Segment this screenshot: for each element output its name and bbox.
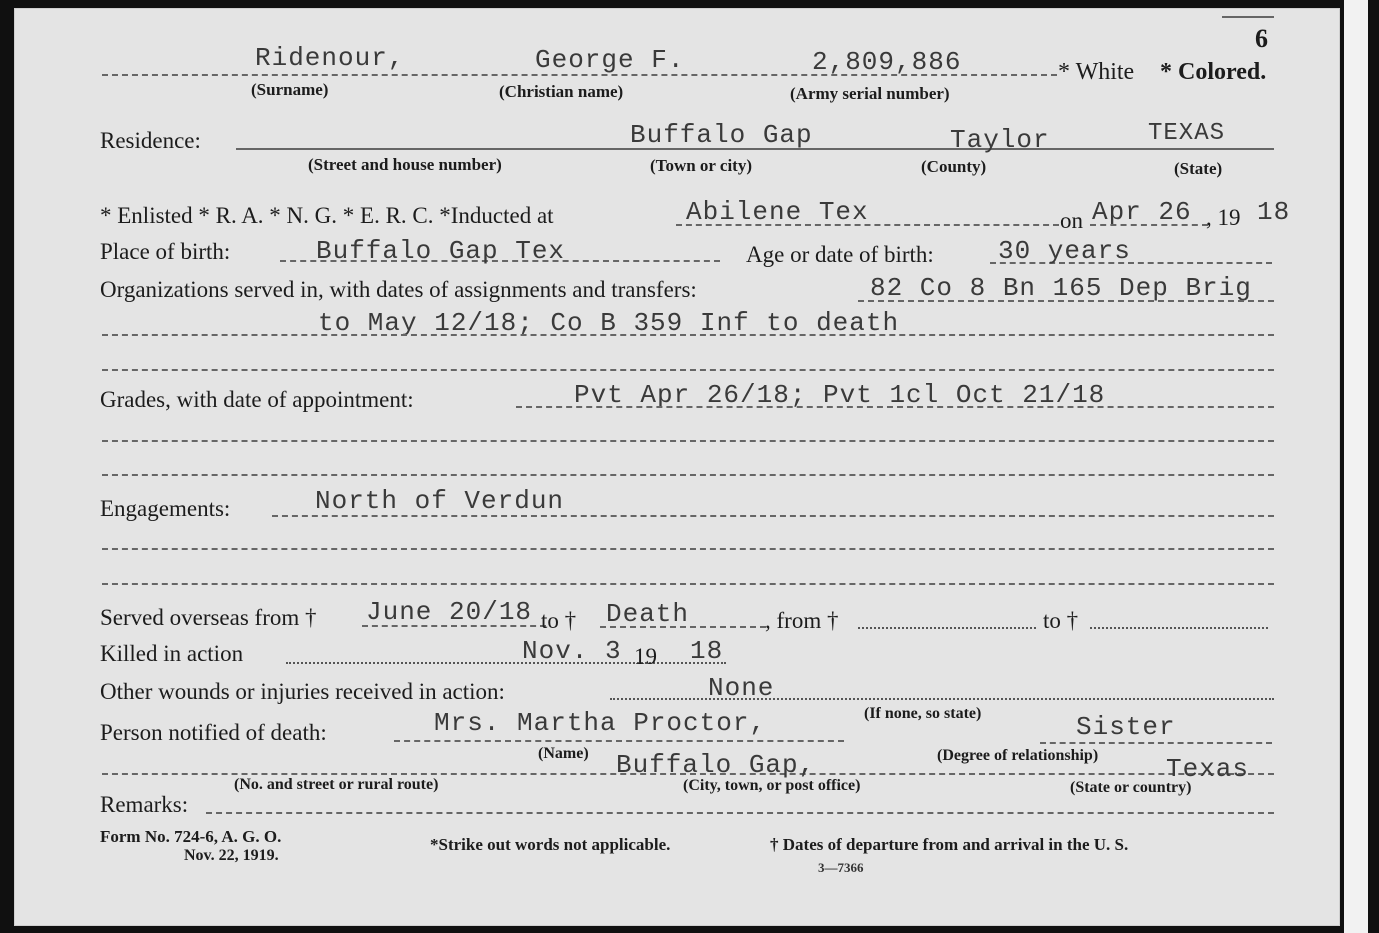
organizations-line-2: to May 12/18; Co B 359 Inf to death bbox=[318, 308, 900, 338]
overseas-to-line bbox=[600, 626, 766, 628]
street-caption: (Street and house number) bbox=[308, 155, 502, 174]
inducted-place: Abilene Tex bbox=[686, 197, 869, 227]
residence-state: TEXAS bbox=[1148, 120, 1226, 147]
inducted-date-line bbox=[1090, 224, 1208, 226]
relationship-value: Sister bbox=[1076, 712, 1176, 742]
enlistment-label: * Enlisted * R. A. * N. G. * E. R. C. *Inducted at bbox=[100, 203, 554, 228]
remarks-line bbox=[206, 812, 1274, 814]
wounds-label: Other wounds or injuries received in action: bbox=[100, 679, 505, 704]
engagements-underline-2 bbox=[102, 548, 1274, 550]
christian-name-caption: (Christian name) bbox=[499, 82, 624, 101]
overseas-to2-label: to † bbox=[1043, 608, 1079, 633]
remarks-label: Remarks: bbox=[100, 792, 189, 817]
town-caption: (Town or city) bbox=[650, 156, 752, 175]
notified-name-line bbox=[394, 740, 844, 742]
serial-number-value: 2,809,886 bbox=[812, 47, 962, 77]
overseas-label: Served overseas from † bbox=[100, 605, 317, 630]
dates-note: † Dates of departure from and arrival in the U. S. bbox=[770, 835, 1129, 854]
residence-town: Buffalo Gap bbox=[630, 120, 813, 150]
colored-label: * Colored. bbox=[1160, 59, 1267, 85]
grades-underline-1 bbox=[516, 406, 1274, 408]
age-label: Age or date of birth: bbox=[746, 242, 934, 267]
name-line bbox=[102, 74, 1057, 76]
form-date: Nov. 22, 1919. bbox=[184, 847, 279, 864]
engagements-label: Engagements: bbox=[100, 496, 231, 521]
organizations-line-1: 82 Co 8 Bn 165 Dep Brig bbox=[870, 273, 1252, 303]
killed-date: Nov. 3 bbox=[522, 636, 622, 666]
if-none-note: (If none, so state) bbox=[864, 705, 982, 722]
county-caption: (County) bbox=[921, 157, 987, 176]
year-prefix: , 19 bbox=[1206, 205, 1241, 230]
organizations-underline-3 bbox=[102, 369, 1274, 371]
corner-rule bbox=[1222, 16, 1274, 18]
grades-label: Grades, with date of appointment: bbox=[100, 387, 414, 412]
age-value: 30 years bbox=[998, 236, 1131, 266]
killed-year: 18 bbox=[690, 636, 724, 666]
overseas-to-label: to † bbox=[541, 608, 577, 633]
notified-label: Person notified of death: bbox=[100, 720, 327, 745]
birth-place-value: Buffalo Gap Tex bbox=[316, 236, 566, 266]
surname-caption: (Surname) bbox=[251, 80, 329, 99]
relationship-caption: (Degree of relationship) bbox=[937, 747, 1099, 764]
overseas-from: June 20/18 bbox=[366, 597, 533, 627]
street-route-caption: (No. and street or rural route) bbox=[234, 776, 439, 793]
grades-underline-3 bbox=[102, 474, 1274, 476]
overseas-to2-line bbox=[1090, 627, 1268, 629]
killed-year-prefix: 19 bbox=[634, 644, 657, 669]
engagements-value: North of Verdun bbox=[315, 486, 565, 516]
residence-county: Taylor bbox=[950, 125, 1050, 155]
overseas-from-line bbox=[362, 625, 546, 627]
on-label: on bbox=[1060, 208, 1083, 233]
overseas-to: Death bbox=[606, 599, 690, 629]
state-caption: (State) bbox=[1174, 159, 1223, 178]
white-label: * White bbox=[1058, 59, 1135, 85]
christian-name-value: George F. bbox=[535, 45, 685, 75]
notified-city: Buffalo Gap, bbox=[616, 750, 816, 780]
notified-state: Texas bbox=[1166, 754, 1250, 784]
birth-place-label: Place of birth: bbox=[100, 239, 231, 264]
strike-out-note: *Strike out words not applicable. bbox=[430, 835, 671, 854]
overseas-from2-line bbox=[858, 627, 1036, 629]
city-caption: (City, town, or post office) bbox=[683, 777, 861, 794]
card-number: 6 bbox=[1255, 24, 1268, 53]
grades-value: Pvt Apr 26/18; Pvt 1cl Oct 21/18 bbox=[574, 380, 1106, 410]
killed-line bbox=[286, 662, 726, 664]
inducted-date: Apr 26 bbox=[1092, 197, 1192, 227]
residence-label: Residence: bbox=[100, 128, 201, 153]
overseas-from2-label: , from † bbox=[765, 608, 839, 633]
wounds-value: None bbox=[708, 673, 775, 703]
state-country-caption: (State or country) bbox=[1070, 779, 1192, 796]
print-code: 3—7366 bbox=[818, 860, 864, 875]
form-number: Form No. 724-6, A. G. O. bbox=[100, 827, 282, 846]
name-caption: (Name) bbox=[538, 745, 589, 762]
engagements-underline-1 bbox=[272, 515, 1274, 517]
relationship-line bbox=[1040, 742, 1272, 744]
card-edge bbox=[1344, 0, 1368, 933]
organizations-underline-2 bbox=[102, 334, 1274, 336]
organizations-underline-1 bbox=[858, 300, 1274, 302]
engagements-underline-3 bbox=[102, 583, 1274, 585]
killed-label: Killed in action bbox=[100, 641, 244, 666]
grades-underline-2 bbox=[102, 440, 1274, 442]
surname-value: Ridenour, bbox=[255, 43, 405, 73]
serial-number-caption: (Army serial number) bbox=[790, 84, 950, 103]
inducted-year: 18 bbox=[1257, 197, 1291, 227]
notified-name: Mrs. Martha Proctor, bbox=[434, 708, 767, 738]
organizations-label: Organizations served in, with dates of assignments and transfers: bbox=[100, 277, 697, 302]
